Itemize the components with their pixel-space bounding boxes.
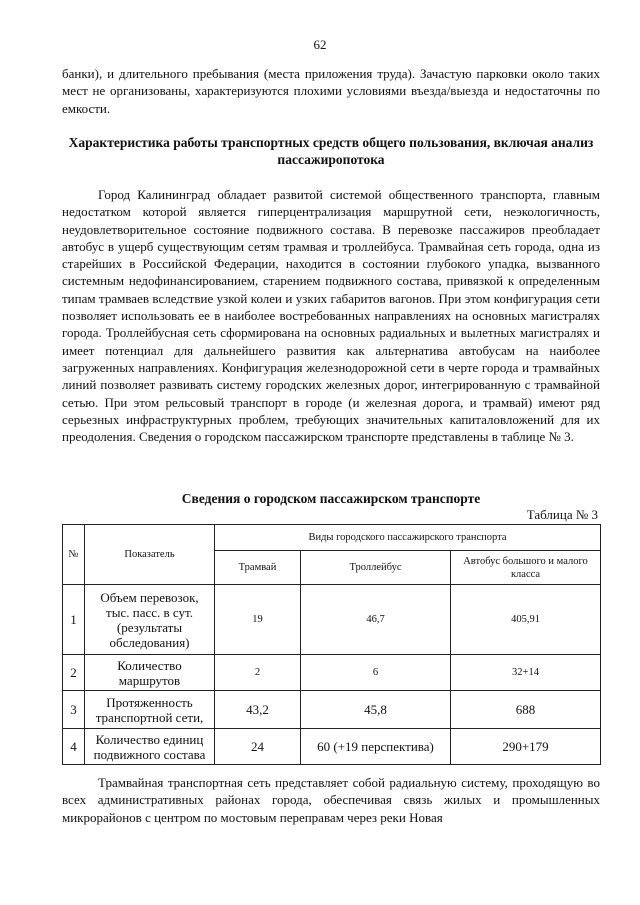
table-row: [63, 729, 601, 765]
row-bus: 32+14: [451, 655, 601, 691]
table-row: [63, 655, 601, 691]
row-num: 3: [63, 691, 85, 729]
row-bus: 405,91: [451, 585, 601, 655]
row-tram: 2: [215, 655, 301, 691]
row-num: 4: [63, 729, 85, 765]
row-trolleybus: 45,8: [301, 691, 451, 729]
table-row: [63, 585, 601, 655]
header-transport-group: Виды городского пассажирского транспорта: [215, 525, 601, 551]
header-num: №: [63, 525, 85, 585]
row-indicator: Количество единиц подвижного состава: [85, 729, 215, 765]
header-indicator: Показатель: [85, 525, 215, 585]
row-num: 2: [63, 655, 85, 691]
page-number: 62: [313, 37, 327, 52]
header-tram: Трамвай: [215, 551, 301, 585]
table-row: [63, 691, 601, 729]
row-bus: 688: [451, 691, 601, 729]
table-number-label: Таблица № 3: [526, 507, 598, 522]
row-trolleybus: 60 (+19 перспектива): [301, 729, 451, 765]
row-indicator: Количество маршрутов: [85, 655, 215, 691]
table-header-row: [63, 525, 601, 551]
row-trolleybus: 6: [301, 655, 451, 691]
intro-paragraph: банки), и длительного пребывания (места приложения труда). Зачастую парковки около таких мест не организованы, характеризуются плохими условиями въезда/выезда и недостаточны по емкости.: [62, 66, 600, 116]
row-tram: 19: [215, 585, 301, 655]
header-trolleybus: Троллейбус: [301, 551, 451, 585]
row-tram: 24: [215, 729, 301, 765]
row-indicator: Протяженность транспортной сети,: [85, 691, 215, 729]
row-num: 1: [63, 585, 85, 655]
closing-paragraph: Трамвайная транспортная сеть представляет собой радиальную систему, проходящую во всех административных районах города, обеспечивая связь жилых и промышленных микрорайонов с центром по мостовым переправам через реки Новая: [62, 775, 600, 825]
transport-table: [62, 524, 601, 765]
header-bus: Автобус большого и малого класса: [451, 551, 601, 585]
row-bus: 290+179: [451, 729, 601, 765]
row-indicator: Объем перевозок, тыс. пасс. в сут. (результаты обследования): [85, 585, 215, 655]
row-trolleybus: 46,7: [301, 585, 451, 655]
section-heading: Характеристика работы транспортных средств общего пользования, включая анализ пассажиропотока: [68, 135, 594, 167]
main-paragraph: Город Калининград обладает развитой системой общественного транспорта, главным недостатком которой является гиперцентрализация маршрутной сети, неэкологичность, неудовлетворительное состояние подвижного состава. В перевозке пассажиров преобладает автобус в ущерб существующим сетям трамвая и троллейбуса. Трамвайная сеть города, одна из старейших в Российской Федерации, находится в состоянии глубокого упадка, вызванного системным недофинансированием, старением подвижного состава, привязкой к определенным типам трамваев вследствие узкой колеи и узких габаритов вагонов. При этом конфигурация сети позволяет использовать ее в наиболее востребованных направлениях на основных магистралях города. Троллейбусная сеть сформирована на основных радиальных и вылетных магистралях и имеет потенциал для дальнейшего развития как альтернатива автобусам на наиболее загруженных направлениях. Конфигурация железнодорожной сети в черте города и трамвайных линий позволяет развивать систему городских железных дорог, интегрированную с трамвайной сетью. При этом рельсовый транспорт в городе (и железная дорога, и трамвай) имеют ряд серьезных инфраструктурных проблем, требующих значительных капиталовложений для их преодоления. Сведения о городском пассажирском транспорте представлены в таблице № 3.: [62, 187, 600, 445]
row-tram: 43,2: [215, 691, 301, 729]
table-caption: Сведения о городском пассажирском транспорте: [181, 491, 481, 506]
